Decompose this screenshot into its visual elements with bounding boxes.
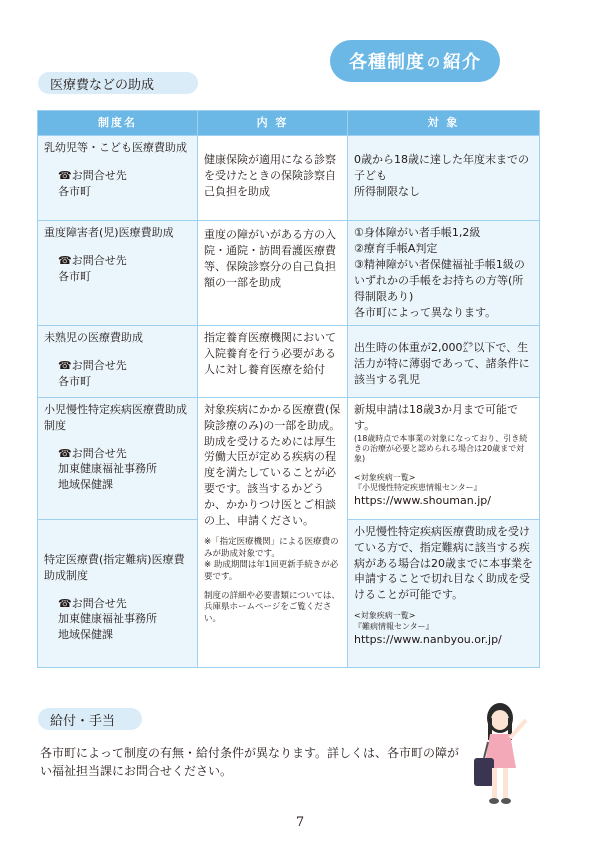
content-cell: [198, 221, 348, 326]
row-name-cell: [38, 221, 198, 326]
benefits-description: 各市町によって制度の有無・給付条件が異なります。詳しくは、各市町の障がい福祉担当課にお問合せください。: [40, 746, 460, 778]
program-name: 未熟児の医療費助成: [44, 330, 143, 344]
target-cell: [348, 136, 540, 221]
header-name: 制度名: [38, 111, 198, 136]
target-list-label: <対象疾病一覧>: [354, 611, 416, 621]
section-title-benefits: 給付・手当: [38, 708, 142, 730]
support-table: [37, 110, 540, 668]
content-text: 健康保険が適用になる診察を受けたときの保険診察自己負担を助成: [204, 153, 336, 198]
target-list-label: <対象疾病一覧>: [354, 472, 416, 482]
table-row: [38, 325, 540, 397]
section-title-medical: 医療費などの助成: [38, 72, 198, 94]
contact-block: [44, 253, 191, 285]
program-name: 乳幼児等・こども医療費助成: [44, 141, 187, 154]
shared-content-text: 対象疾病にかかる医療費(保険診療のみ)の一部を助成。助成を受けるためには厚生労働大臣が定める疾病の程度を満たしていることが必要です。該当するかどうか、かかりつけ医とご相談の上、申請ください。: [204, 402, 341, 528]
target-cell: [348, 519, 540, 667]
section-header-badge: [330, 40, 500, 82]
shared-content-cell: [198, 397, 348, 667]
contact-label: ☎お問合せ先: [58, 358, 127, 372]
target-cell: [348, 397, 540, 519]
table-row: [38, 221, 540, 326]
contact-block: [44, 358, 191, 390]
page-number: 7: [295, 815, 305, 830]
contact-label: ☎お問合せ先: [58, 253, 127, 267]
contact-value: 加東健康福祉事務所 地域保健課: [58, 612, 157, 642]
contact-value: 各市町: [58, 184, 91, 198]
program-name: 小児慢性特定疾病医療費助成制度: [44, 402, 187, 432]
contact-value: 加東健康福祉事務所 地域保健課: [58, 462, 157, 492]
content-cell: [198, 325, 348, 397]
row-name-cell: [38, 136, 198, 221]
row-name-cell: [38, 397, 198, 519]
contact-label: ☎お問合せ先: [58, 446, 127, 460]
contact-block: [44, 446, 191, 494]
table-row: [38, 136, 540, 221]
header-content: 内 容: [198, 111, 348, 136]
content-text: 指定養育医療機関において入院養育を行う必要がある人に対し養育医療を給付: [204, 330, 336, 376]
contact-block: [44, 168, 191, 200]
row-name-cell: [38, 519, 198, 667]
table-row: [38, 397, 540, 519]
target-small-note: (18歳時点で本事業の対象になっており、引き続きの治療が必要と認められる場合は20歳まで対象): [354, 433, 528, 464]
contact-value: 各市町: [58, 374, 91, 388]
girl-illustration: [472, 698, 542, 808]
target-list-source: 『小児慢性特定疾患情報センター』: [354, 483, 482, 493]
target-cell: [348, 221, 540, 326]
target-text: 出生時の体重が2,000㌘以下で、生活力が特に薄弱であって、諸条件に該当する乳児: [354, 340, 530, 386]
target-url-link[interactable]: https://www.nanbyou.or.jp/: [354, 633, 502, 647]
shared-note-2: 制度の詳細や必要書類については、兵庫県ホームページをご覧ください。: [204, 591, 340, 624]
shared-note-1: ※「指定医療機関」による医療費のみが助成対象です。 ※ 助成期間は年1回更新手続きが必要です。: [204, 537, 339, 582]
target-text: ①身体障がい者手帳1,2級 ②療育手帳A判定 ③精神障がい者保健福祉手帳1級のいずれかの手帳をお持ちの方等(所得制限あり) 各市町によって異なります。: [354, 226, 525, 319]
contact-value: 各市町: [58, 269, 91, 283]
header-badge-part2: の: [426, 55, 441, 71]
target-list-source: 『難病情報センター』: [354, 621, 434, 631]
target-main: 小児慢性特定疾病医療費助成を受けている方で、指定難病に該当する疾病がある場合は20歳までに本事業を申請することで切れ目なく助成を受けることが可能です。: [354, 524, 533, 602]
target-cell: [348, 325, 540, 397]
contact-label: ☎お問合せ先: [58, 168, 127, 182]
table-header-row: [38, 111, 540, 136]
contact-label: ☎お問合せ先: [58, 596, 127, 610]
content-text: 重度の障がいがある方の入院・通院・訪問看護医療費等、保険診察分の自己負担額の一部を助成: [204, 228, 336, 289]
header-badge-part1: 各種制度: [348, 52, 425, 73]
target-url-link[interactable]: https://www.shouman.jp/: [354, 494, 491, 508]
target-text: 0歳から18歳に達した年度末までの子ども 所得制限なし: [354, 153, 529, 198]
program-name: 特定医療費(指定難病)医療費助成制度: [44, 552, 185, 582]
target-main: 新規申請は18歳3か月まで可能です。: [354, 402, 518, 432]
row-name-cell: [38, 325, 198, 397]
program-name: 重度障害者(児)医療費助成: [44, 226, 174, 239]
contact-block: [44, 596, 191, 644]
header-badge-part3: 紹介: [443, 52, 481, 73]
header-target: 対 象: [348, 111, 540, 136]
content-cell: [198, 136, 348, 221]
